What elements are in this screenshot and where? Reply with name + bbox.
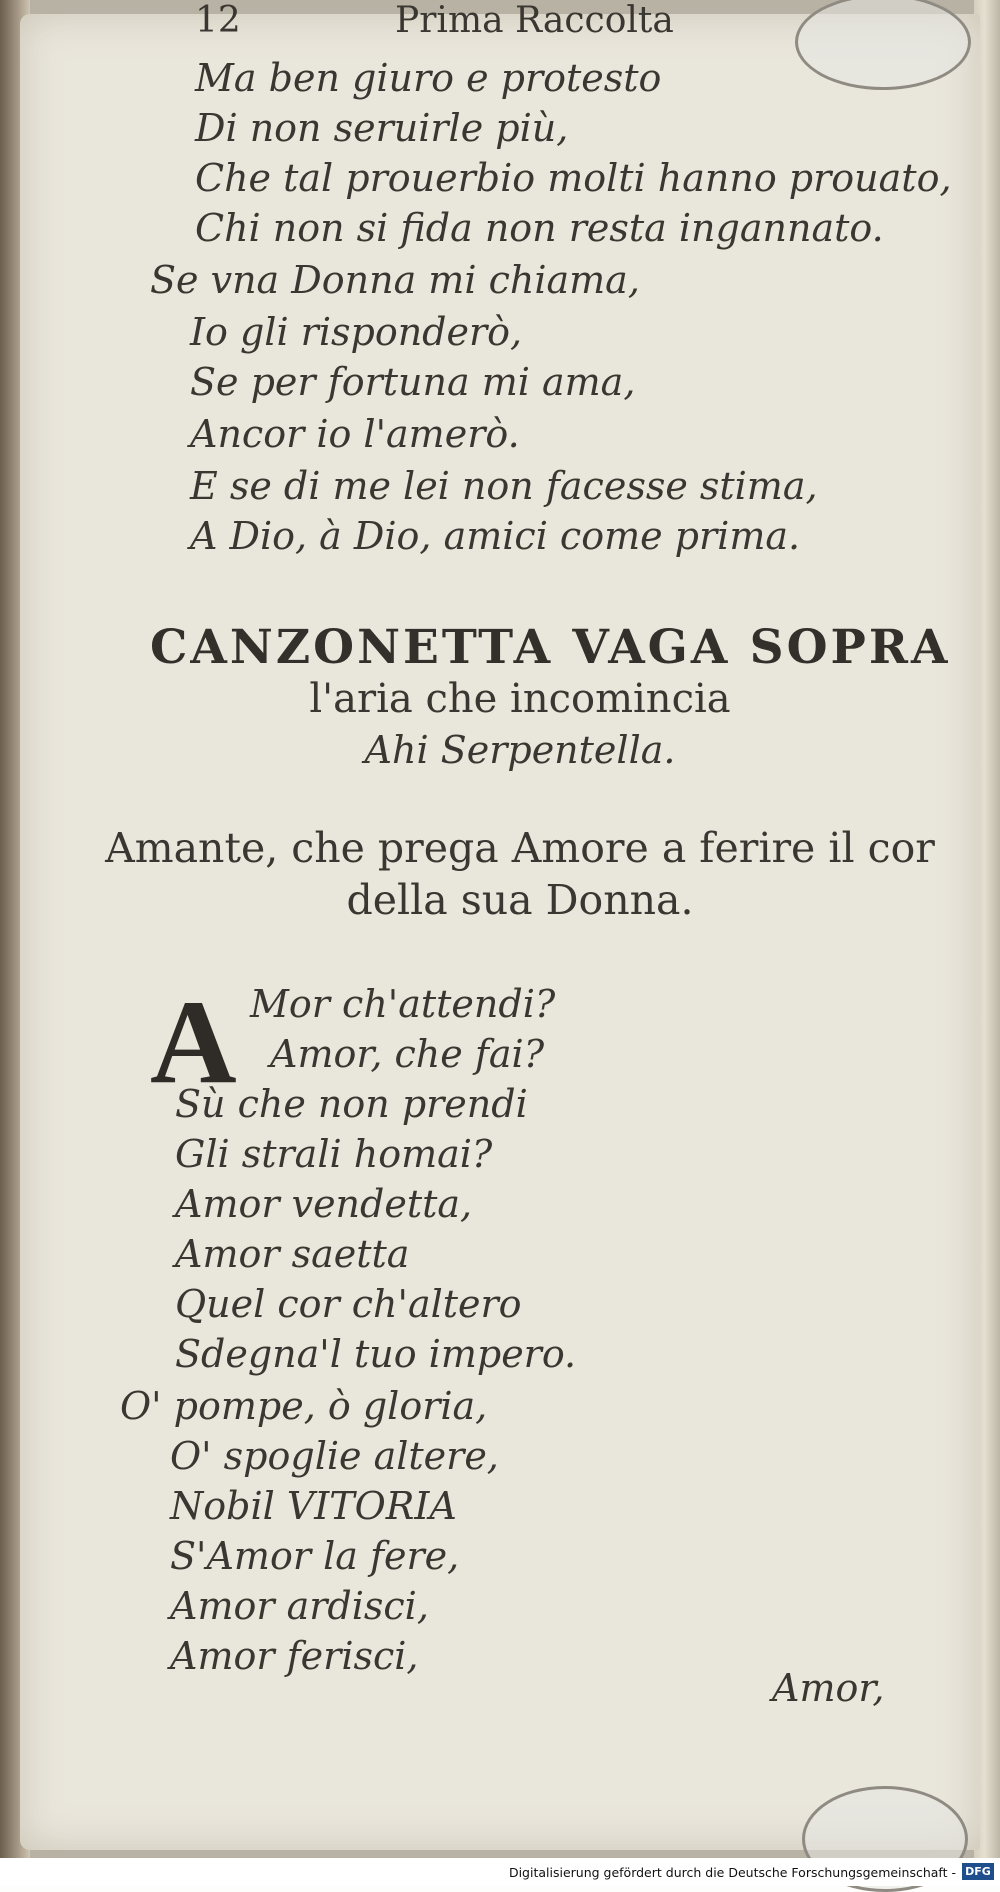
canzonetta-air: Ahi Serpentella. <box>364 728 676 772</box>
poem-line: Amor, che fai? <box>270 1032 545 1076</box>
verse-line: Che tal prouerbio molti hanno prouato, <box>195 156 952 200</box>
verse-line: E se di me lei non facesse stima, <box>190 464 818 508</box>
poem-line: Gli strali homai? <box>175 1132 493 1176</box>
argument-line-2: della sua Donna. <box>346 876 694 924</box>
digitization-footer <box>0 1858 1000 1886</box>
poem-line: S'Amor la fere, <box>170 1534 460 1578</box>
poem-line: Sdegna'l tuo impero. <box>175 1332 577 1376</box>
poem-line: O' pompe, ò gloria, <box>120 1384 488 1428</box>
verse-line: Io gli risponderò, <box>190 310 523 354</box>
poem-line: Nobil VITORIA <box>170 1484 457 1528</box>
canzonetta-title: CANZONETTA VAGA SOPRA <box>150 620 951 675</box>
verse-line: Ancor io l'amerò. <box>190 412 520 456</box>
poem-line: O' spoglie altere, <box>170 1434 499 1478</box>
poem-line: Mor ch'attendi? <box>250 982 556 1026</box>
verse-line: Chi non si fida non resta ingannato. <box>195 206 884 250</box>
verse-line: A Dio, à Dio, amici come prima. <box>190 514 801 558</box>
glass-weight-top <box>795 0 971 90</box>
book-page <box>20 0 980 1850</box>
verse-line: Se per fortuna mi ama, <box>190 360 636 404</box>
running-head: Prima Raccolta <box>395 0 674 41</box>
poem-line: Amor saetta <box>175 1232 410 1276</box>
footer-credit: Digitalisierung gefördert durch die Deutsche Forschungsgemeinschaft - <box>508 1865 956 1880</box>
poem-line: Sù che non prendi <box>175 1082 528 1126</box>
canzonetta-subtitle: l'aria che incomincia <box>309 676 731 722</box>
dfg-logo: DFG <box>962 1863 994 1880</box>
verse-line: Se vna Donna mi chiama, <box>150 258 640 302</box>
page-number: 12 <box>195 0 241 41</box>
poem-line: Amor vendetta, <box>175 1182 473 1226</box>
catchword: Amor, <box>772 1666 885 1710</box>
drop-cap-initial: A <box>150 975 237 1108</box>
argument-line-1: Amante, che prega Amore a ferire il cor <box>105 824 935 872</box>
poem-line: Amor ardisci, <box>170 1584 429 1628</box>
poem-line: Amor ferisci, <box>170 1634 419 1678</box>
verse-line: Ma ben giuro e protesto <box>195 56 662 100</box>
verse-line: Di non seruirle più, <box>195 106 569 150</box>
poem-line: Quel cor ch'altero <box>175 1282 522 1326</box>
